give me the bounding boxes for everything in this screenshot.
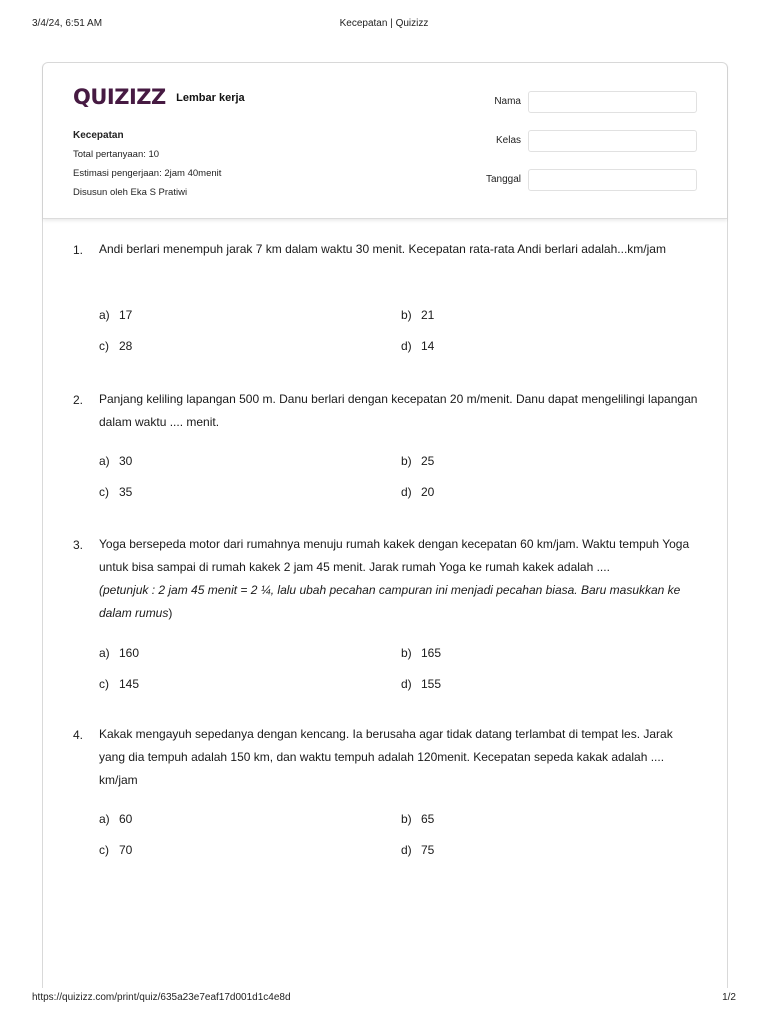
brand (73, 85, 245, 111)
class-field[interactable] (528, 130, 697, 152)
quiz-author: Disusun oleh Eka S Pratiwi (73, 187, 188, 198)
option-value: 65 (421, 812, 435, 826)
option-value: 145 (119, 677, 140, 691)
name-field[interactable] (528, 91, 697, 113)
worksheet-header (43, 63, 727, 219)
option-a (99, 812, 132, 826)
option-letter: c) (99, 485, 109, 499)
quiz-title: Kecepatan (73, 130, 124, 141)
total-questions: Total pertanyaan: 10 (73, 149, 160, 160)
option-a (99, 308, 132, 322)
option-letter: d) (401, 677, 412, 691)
option-c (99, 677, 139, 691)
option-letter: b) (401, 646, 412, 660)
option-letter: a) (99, 646, 110, 660)
print-header (32, 18, 736, 32)
worksheet (42, 62, 728, 988)
option-a (99, 646, 139, 660)
option-d (401, 677, 441, 691)
question-body: Yoga bersepeda motor dari rumahnya menuju rumah kakek dengan kecepatan 60 km/jam. Waktu tempuh Yoga untuk bisa sampai di rumah kakek 2 jam 45 menit. Jarak rumah Yoga ke rumah kakek adalah .... (99, 537, 690, 574)
class-label: Kelas (495, 135, 521, 146)
option-a (99, 454, 132, 468)
option-letter: c) (99, 339, 109, 353)
question-number: 2. (73, 393, 84, 407)
option-letter: a) (99, 308, 110, 322)
option-b (401, 454, 434, 468)
option-letter: b) (401, 308, 412, 322)
worksheet-label: Lembar kerja (176, 91, 245, 104)
option-value: 75 (421, 843, 435, 857)
option-value: 155 (421, 677, 442, 691)
quiz-info (73, 126, 221, 202)
print-page-title: Kecepatan | Quizizz (339, 18, 429, 29)
date-field[interactable] (528, 169, 697, 191)
option-d (401, 485, 434, 499)
question-number: 4. (73, 728, 84, 742)
option-d (401, 339, 434, 353)
question-hint: (petunjuk : 2 jam 45 menit = 2 ¼, lalu ubah pecahan campuran ini menjadi pecahan biasa. Baru masukkan ke dalam rumus (99, 583, 681, 620)
option-letter: d) (401, 843, 412, 857)
option-letter: c) (99, 677, 109, 691)
question-text: Panjang keliling lapangan 500 m. Danu berlari dengan kecepatan 20 m/menit. Danu dapat mengelilingi lapangan dalam waktu .... menit. (99, 392, 698, 429)
print-datetime: 3/4/24, 6:51 AM (32, 18, 103, 29)
question-text: Andi berlari menempuh jarak 7 km dalam waktu 30 menit. Kecepatan rata-rata Andi berlari adalah...km/jam (99, 242, 666, 256)
question-number: 1. (73, 243, 84, 257)
option-letter: d) (401, 485, 412, 499)
option-value: 30 (119, 454, 133, 468)
estimated-time: Estimasi pengerjaan: 2jam 40menit (73, 168, 222, 179)
option-letter: b) (401, 454, 412, 468)
option-value: 35 (119, 485, 133, 499)
option-value: 60 (119, 812, 133, 826)
option-letter: a) (99, 812, 110, 826)
option-b (401, 646, 441, 660)
print-footer (32, 992, 736, 1006)
option-c (99, 339, 132, 353)
option-letter: b) (401, 812, 412, 826)
option-b (401, 308, 434, 322)
question-number: 3. (73, 538, 84, 552)
quizizz-logo: QUIZIZZ (73, 85, 166, 109)
option-value: 160 (119, 646, 140, 660)
question-text (99, 533, 701, 625)
option-value: 70 (119, 843, 133, 857)
option-letter: d) (401, 339, 412, 353)
option-letter: a) (99, 454, 110, 468)
option-value: 165 (421, 646, 442, 660)
option-value: 17 (119, 308, 133, 322)
option-value: 28 (119, 339, 133, 353)
question-hint-suffix: ) (168, 606, 173, 620)
option-value: 14 (421, 339, 435, 353)
option-c (99, 843, 132, 857)
question-text: Kakak mengayuh sepedanya dengan kencang. Ia berusaha agar tidak datang terlambat di tempat les. Jarak yang dia tempuh adalah 150 km, dan waktu tempuh adalah 120menit. Kecepatan sepeda kakak adalah .... km/jam (99, 727, 673, 787)
option-c (99, 485, 132, 499)
option-value: 21 (421, 308, 435, 322)
option-d (401, 843, 434, 857)
page-number: 1/2 (722, 992, 736, 1003)
name-label: Nama (494, 96, 521, 107)
print-url[interactable]: https://quizizz.com/print/quiz/635a23e7eaf17d001d1c4e8d (32, 992, 291, 1003)
date-label: Tanggal (485, 174, 521, 185)
option-value: 20 (421, 485, 435, 499)
option-value: 25 (421, 454, 435, 468)
option-letter: c) (99, 843, 109, 857)
option-b (401, 812, 434, 826)
